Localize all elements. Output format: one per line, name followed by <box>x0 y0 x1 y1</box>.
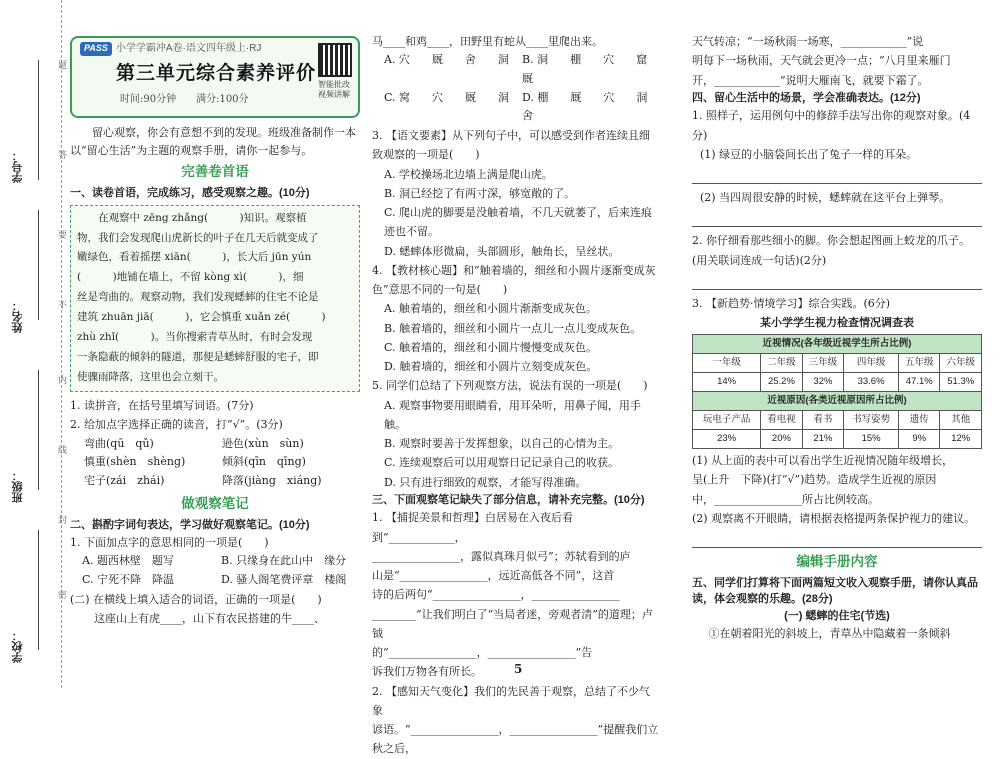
cause-cell: 其他 <box>940 411 982 430</box>
exam-meta <box>80 92 352 108</box>
option-row <box>372 51 670 88</box>
pinyin-row <box>70 453 360 472</box>
school-label: 学校： <box>12 630 24 663</box>
answer-line[interactable] <box>692 272 982 290</box>
option-d[interactable]: D. 触着墙的，细丝和小圆片立刻变成灰色。 <box>384 360 598 373</box>
note-line: 2. 【感知天气变化】我们的先民善于观察，总结了不少气象 <box>372 684 650 717</box>
q1-sub1: 1. 读拼音，在括号里填写词语。(7分) <box>70 399 254 413</box>
option-b[interactable]: B. 只缘身在此山中 缘分 <box>221 554 347 568</box>
column-right <box>692 32 982 644</box>
cont-line: 天气转凉；“一场秋雨一场寒，____________”说 <box>692 35 924 48</box>
pinyin-choice[interactable]: 弯曲(qū qǔ) <box>84 436 154 450</box>
note-line: 谚语。“________________，________________”提醒我们立秋之后， <box>372 723 659 756</box>
value-cell: 21% <box>802 430 843 449</box>
q4-stem: 4. 【教材核心题】和“触着墙的，细丝和小圆片逐渐变成灰色”意思不同的一句是( ) <box>372 263 656 296</box>
option-c[interactable]: C. 触着墙的，细丝和小圆片慢慢变成灰色。 <box>384 340 598 354</box>
qr-caption: 智能批改 视频讲解 <box>318 80 350 99</box>
exam-header <box>70 36 360 118</box>
advice-prompt: (2) 观察离不开眼睛，请根据表格提两条保护视力的建议。 <box>692 511 976 525</box>
q4-sub1: 1. 照样子，运用例句中的修辞手法写出你的观察对象。(4分) <box>692 109 971 142</box>
column-middle <box>372 32 670 759</box>
q5-heading: 五、同学们打算将下面两篇短文收入观察手册，请你认真品读，体会观察的乐趣。(28分) <box>692 576 978 606</box>
option-b[interactable]: B. 触着墙的，细丝和小圆片一点儿一点儿变成灰色。 <box>384 321 642 335</box>
seal-char: 内 <box>55 375 66 384</box>
answer-line[interactable] <box>692 209 982 227</box>
section-title-notes: 做观察笔记 <box>181 495 249 511</box>
survey-table-title: 某小学学生视力检查情况调查表 <box>760 317 914 329</box>
column-left <box>70 0 360 628</box>
student-number-label: 学号： <box>12 150 24 183</box>
table-row <box>693 430 982 449</box>
seal-char: 要 <box>55 230 66 239</box>
option-d[interactable]: D. 只有进行细致的观察，才能写得准确。 <box>384 475 587 489</box>
table-header: 近视原因(各类近视原因所占比例) <box>693 392 982 411</box>
series-name: 小学学霸冲A卷·语文四年级上·RJ <box>115 43 262 54</box>
option-b[interactable]: B. 观察时要善于发挥想象，以自己的心情为主。 <box>384 437 620 450</box>
cause-cell: 玩电子产品 <box>693 411 761 430</box>
value-cell: 25.2% <box>761 373 802 392</box>
q3-heading: 三、下面观察笔记缺失了部分信息，请补充完整。(10分) <box>372 493 645 506</box>
cause-cell: 遗传 <box>898 411 939 430</box>
analysis-line: (1) 从上面的表中可以看出学生近视情况随年级增长， <box>692 454 954 468</box>
cause-cell: 书写姿势 <box>844 411 899 430</box>
analysis-line: 中，________________所占比例较高。 <box>692 492 879 506</box>
pinyin-choice[interactable]: 宅子(zái zhái) <box>84 473 165 487</box>
cont-line: 明每下一场秋雨，天气就会更冷一点；“八月里来雁门 <box>692 54 951 68</box>
example-2: (2) 当四周很安静的时候，蟋蟀就在这平台上弹琴。 <box>700 191 951 204</box>
seal-char: 线 <box>55 445 66 454</box>
section-title-manual: 编辑手册内容 <box>796 554 878 570</box>
q4-heading: 四、留心生活中的场景，学会准确表达。(12分) <box>692 91 921 104</box>
table-row <box>693 373 982 392</box>
school-line <box>38 530 39 650</box>
q2-fill-line: 这座山上有虎____，山下有农民搭建的牛____、 <box>94 611 325 625</box>
note-line: 诗的后两句“________________，________________ <box>372 588 620 602</box>
option-a[interactable]: A. 观察事物要用眼睛看，用耳朵听，用鼻子闻，用手触。 <box>384 398 641 431</box>
option-b[interactable]: B. 洞 棚 穴 窟 厩 <box>522 53 670 85</box>
value-cell: 12% <box>940 430 982 449</box>
pinyin-choice[interactable]: 慎重(shèn shèng) <box>84 455 186 469</box>
value-cell: 14% <box>693 373 761 392</box>
value-cell: 47.1% <box>898 373 939 392</box>
seal-char: 封 <box>55 515 66 524</box>
box-line: 在观察中 zēng zhǎng( )知识。观察植 <box>98 211 307 224</box>
q4-sub2: 2. 你仔细看那些细小的脚。你会想起图画上蛟龙的爪子。(用关联词连成一句话)(2分) <box>692 234 970 267</box>
option-c[interactable]: C. 爬山虎的脚要是没触着墙，不几天就萎了，后来连痕迹也不留。 <box>384 206 653 239</box>
page-number: 5 <box>514 662 523 676</box>
grade-cell: 三年级 <box>802 354 843 373</box>
q2-heading: 二、斟酌字词句表达，学习做好观察笔记。(10分) <box>70 518 310 531</box>
grade-cell: 五年级 <box>898 354 939 373</box>
q2-sub2: (二) 在横线上填入适合的词语，正确的一项是( ) <box>70 592 322 606</box>
answer-line[interactable] <box>692 530 982 548</box>
name-label: 姓名： <box>12 300 24 333</box>
note-line: 的“________________，________________”告 <box>372 646 593 659</box>
page-title: 第三单元综合素养评价 <box>115 62 316 84</box>
section-title-preface: 完善卷首语 <box>181 164 249 180</box>
grade-cell: 二年级 <box>761 354 802 373</box>
box-line: ( )地铺在墙上，不留 kòng xì( )，细 <box>77 271 304 284</box>
answer-line[interactable] <box>692 166 982 184</box>
value-cell: 9% <box>898 430 939 449</box>
value-cell: 32% <box>802 373 843 392</box>
option-a[interactable]: A. 穴 厩 舍 洞 <box>384 53 509 67</box>
box-line: zhù zhǐ( )。当你搜索青草丛时，有时会发现 <box>77 331 313 344</box>
value-cell: 51.3% <box>940 373 982 392</box>
value-cell: 33.6% <box>844 373 899 392</box>
grade-cell: 一年级 <box>693 354 761 373</box>
survey-table <box>692 334 982 449</box>
note-line: ________”让我们明白了“当局者迷，旁观者清”的道理；卢钺 <box>372 607 653 640</box>
option-row <box>70 552 360 571</box>
box-line: 嫩绿色，看着摇摆 xiān( )，长大后 jūn yún <box>77 251 312 264</box>
box-line: 丝是弯曲的。观察动物，我们发现蟋蟀的住宅不论是 <box>77 291 319 304</box>
value-cell: 20% <box>761 430 802 449</box>
option-a[interactable]: A. 学校操场北边墙上满是爬山虎。 <box>384 167 553 181</box>
pinyin-row <box>70 435 360 454</box>
box-line: 一条隐蔽的倾斜的隧道，那便是蟋蟀舒服的宅子，即 <box>77 351 319 364</box>
table-row <box>693 354 982 373</box>
option-row <box>372 89 670 126</box>
q1-sub2: 2. 给加点字选择正确的读音，打“√”。(3分) <box>70 418 283 432</box>
cause-cell: 看书 <box>802 411 843 430</box>
option-d[interactable]: D. 骚人阁笔费评章 楼阁 <box>221 572 347 586</box>
value-cell: 15% <box>844 430 899 449</box>
box-line: 建筑 zhuān jiā( )，它会慎重 xuǎn zé( ) <box>77 311 326 324</box>
option-c[interactable]: C. 连续观察后可以用观察日记记录自己的收获。 <box>384 456 620 470</box>
note-line: ________________，露似真珠月似弓”；苏轼看到的庐 <box>372 549 631 563</box>
box-line: 物，我们会发现爬山虎新长的叶子在几天后就变成了 <box>77 231 319 244</box>
note-line: 山是“________________，远近高低各不同”，这首 <box>372 569 615 582</box>
seal-char: 不 <box>55 300 66 309</box>
pinyin-choice[interactable]: 降落(jiàng xiáng) <box>222 473 322 487</box>
cont-line: 开，____________”说明大雁南飞，就要下霜了。 <box>692 73 929 87</box>
seal-char: 题 <box>55 60 66 69</box>
value-cell: 23% <box>693 430 761 449</box>
pinyin-choice[interactable]: 逊色(xùn sùn) <box>222 436 304 450</box>
passage-text: ①在朝着阳光的斜坡上，青草丛中隐藏着一条倾斜 <box>708 627 951 641</box>
option-a[interactable]: A. 触着墙的，细丝和小圆片渐渐变成灰色。 <box>384 302 597 316</box>
grade-cell: 四年级 <box>844 354 899 373</box>
option-c[interactable]: C. 窝 穴 厩 洞 <box>384 90 510 104</box>
q3-stem: 3. 【语文要素】从下列句子中，可以感受到作者连续且细致观察的一项是( ) <box>372 129 650 162</box>
option-c[interactable]: C. 宁死不降 降温 <box>82 572 175 586</box>
time-limit: 时间:90分钟 <box>120 93 177 105</box>
example-1: (1) 绿豆的小脑袋间长出了兔子一样的耳朵。 <box>700 147 918 161</box>
pinyin-row <box>70 472 360 491</box>
q2-continuation: 马____和鸡____，田野里有蛇从____里爬出来。 <box>372 35 603 48</box>
box-line: 使骤雨降落，这里也会立刻干。 <box>77 371 224 384</box>
preface-box <box>70 205 360 392</box>
q5-stem: 5. 同学们总结了下列观察方法，说法有误的一项是( ) <box>372 379 648 393</box>
pass-logo: PASS <box>80 42 112 56</box>
qr-code-icon[interactable] <box>318 43 352 77</box>
grade-cell: 六年级 <box>940 354 982 373</box>
pinyin-choice[interactable]: 倾斜(qīn qīng) <box>222 455 306 469</box>
table-row <box>693 411 982 430</box>
passage-title: (一) 蟋蟀的住宅(节选) <box>784 609 890 622</box>
note-line: 诉我们万物各有所长。 <box>372 665 482 679</box>
binding-margin <box>0 0 66 688</box>
seal-char: 答 <box>55 150 66 159</box>
option-d[interactable]: D. 棚 厩 穴 洞 舍 <box>522 90 670 123</box>
intro-text: 留心观察，你会有意想不到的发现。班级准备制作一本以“留心生活”为主题的观察手册，请你一起参与。 <box>70 126 356 157</box>
q2-sub1: 1. 下面加点字的意思相同的一项是( ) <box>70 536 269 550</box>
brand-line <box>80 41 352 57</box>
name-line <box>38 210 39 320</box>
table-header: 近视情况(各年级近视学生所占比例) <box>693 335 982 354</box>
class-label: 班级： <box>12 470 24 503</box>
option-row <box>70 571 360 590</box>
class-line <box>38 370 39 490</box>
note-line: 1. 【捕捉美景和哲理】白居易在入夜后看到“____________， <box>372 511 573 544</box>
seal-char: 密 <box>55 590 66 599</box>
option-d[interactable]: D. 蟋蟀体形微扁，头部圆形，触角长，呈丝状。 <box>384 244 620 258</box>
q4-sub3: 3. 【新趋势·情境学习】综合实践。(6分) <box>692 296 891 310</box>
student-number-line <box>38 60 39 180</box>
option-a[interactable]: A. 题西林壁 题写 <box>82 554 174 568</box>
q1-heading: 一、读卷首语，完成练习，感受观察之趣。(10分) <box>70 187 310 200</box>
cause-cell: 看电视 <box>761 411 802 430</box>
analysis-line: 呈(上升 下降)(打“√”)趋势。造成学生近视的原因 <box>692 473 937 487</box>
full-score: 满分:100分 <box>196 93 249 105</box>
option-b[interactable]: B. 洞已经挖了有两寸深，够宽敞的了。 <box>384 186 576 200</box>
